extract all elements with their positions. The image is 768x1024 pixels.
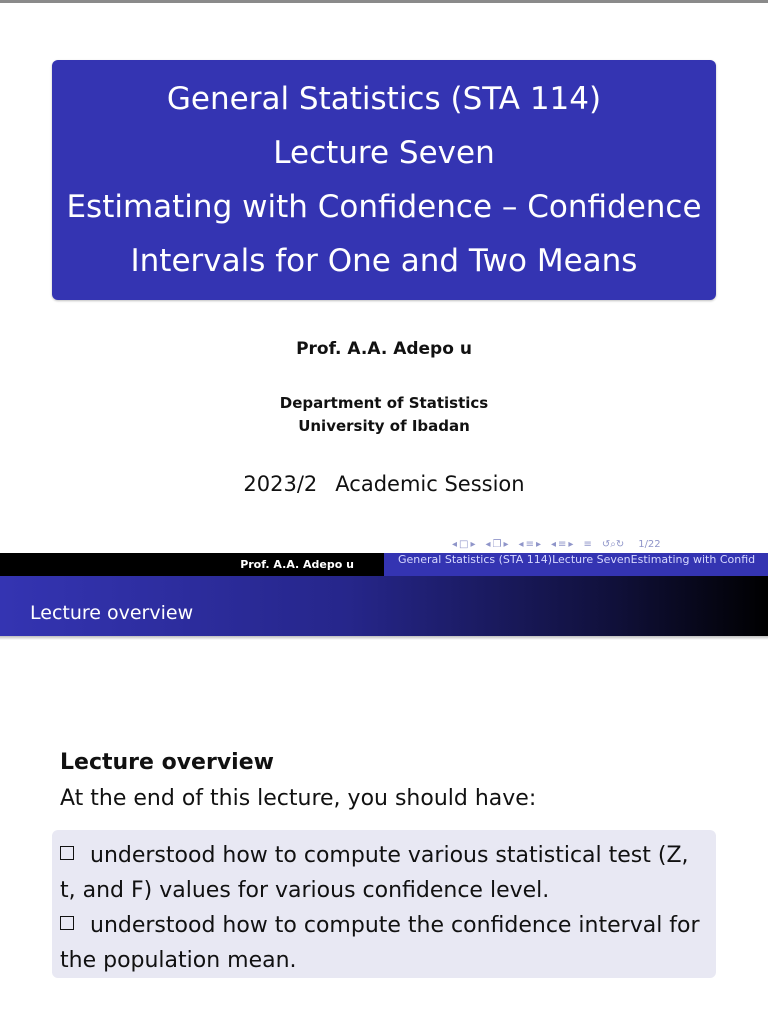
objectives-block [52, 830, 716, 978]
footer-title: General Statistics (STA 114)Lecture SevenEstimating with Confid [384, 553, 768, 576]
title-line-1: General Statistics (STA 114) [166, 81, 602, 117]
checkbox-icon [60, 846, 74, 860]
nav-section-icon[interactable]: ◂ ≡ ▸ [551, 538, 574, 550]
author-name: Prof. A.A. Adepo u [296, 339, 472, 359]
frame-header-shadow [0, 636, 768, 640]
objective-item [60, 908, 708, 978]
frame-title: Lecture overview [0, 576, 768, 636]
title-box [52, 60, 716, 300]
block-title: Lecture overview [60, 750, 274, 775]
nav-slide-icon[interactable]: ◂ □ ▸ [452, 538, 476, 550]
nav-search-icon[interactable]: ↺⌕↻ [601, 538, 625, 550]
objective-text: understood how to compute the confidence interval for the population mean. [60, 913, 700, 973]
title-line-2: Lecture Seven [273, 135, 495, 171]
slide-footer [0, 553, 768, 576]
objective-item [60, 838, 708, 908]
objective-text: understood how to compute various statistical test (Z, t, and F) values for various confidence level. [60, 843, 689, 903]
academic-session [0, 472, 768, 496]
title-line-3: Estimating with Confidence – Confidence [66, 189, 702, 225]
checkbox-icon [60, 916, 74, 930]
block-intro: At the end of this lecture, you should have: [60, 786, 537, 811]
nav-align-icon[interactable]: ≡ [583, 538, 592, 550]
nav-frame-icon[interactable]: ◂ ❐ ▸ [485, 538, 509, 550]
session-year: 2023/2 [243, 472, 318, 496]
page-number: 1/22 [638, 538, 661, 550]
overview-slide [0, 576, 768, 1024]
beamer-navigation-bar [452, 536, 661, 552]
university-name: University of Ibadan [298, 417, 470, 435]
nav-subsection-icon[interactable]: ◂ ≡ ▸ [518, 538, 541, 550]
title-line-4: Intervals for One and Two Means [130, 243, 638, 279]
department-name: Department of Statistics [279, 394, 489, 412]
footer-author: Prof. A.A. Adepo u [0, 553, 384, 576]
session-label: Academic Session [335, 472, 525, 496]
